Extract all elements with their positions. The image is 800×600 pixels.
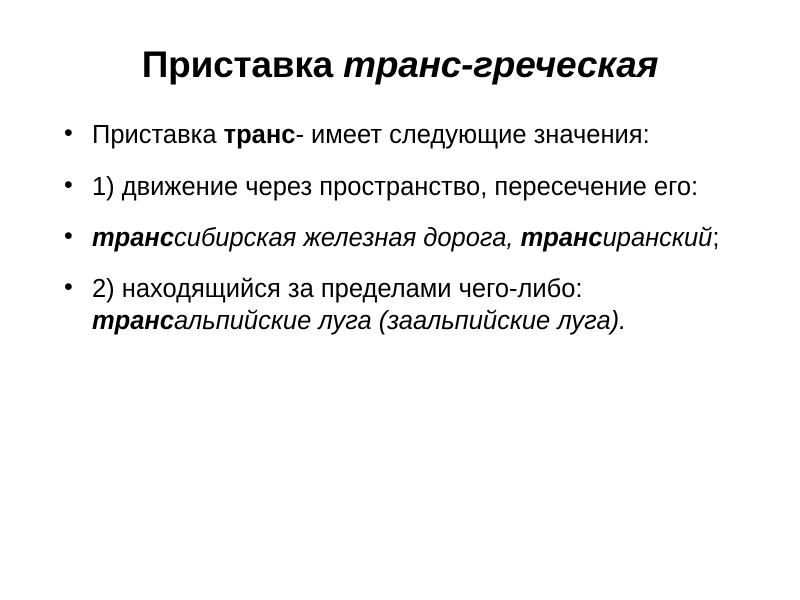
page-title-italic: транс-греческая [343, 44, 659, 85]
text-segment-bold-italic: транс [92, 306, 175, 335]
page-title-plain: Приставка [141, 44, 344, 85]
text-segment-bold-italic: транс [520, 223, 603, 252]
text-segment: ; [712, 223, 720, 252]
bullet-list [40, 119, 760, 337]
bullet-meaning-1 [62, 171, 732, 203]
text-segment: - имеет следующие значения: [295, 121, 650, 150]
text-segment-italic: альпийские луга (заальпийские луга). [174, 306, 627, 335]
text-segment: 2) находящийся за пределами чего-либо: [92, 274, 583, 303]
text-segment-italic: иранский [602, 223, 713, 252]
bullet-meaning-2 [62, 273, 732, 337]
bullet-definition [62, 119, 732, 151]
text-segment-italic: сибирская железная дорога, [174, 223, 521, 252]
text-segment-bold: транс [223, 121, 296, 150]
text-segment: 1) движение через пространство, пересечение его: [92, 172, 699, 201]
bullet-example-1 [62, 222, 732, 254]
text-segment: Приставка [92, 121, 224, 150]
text-segment-bold-italic: транс [92, 223, 175, 252]
page-title [40, 44, 760, 85]
